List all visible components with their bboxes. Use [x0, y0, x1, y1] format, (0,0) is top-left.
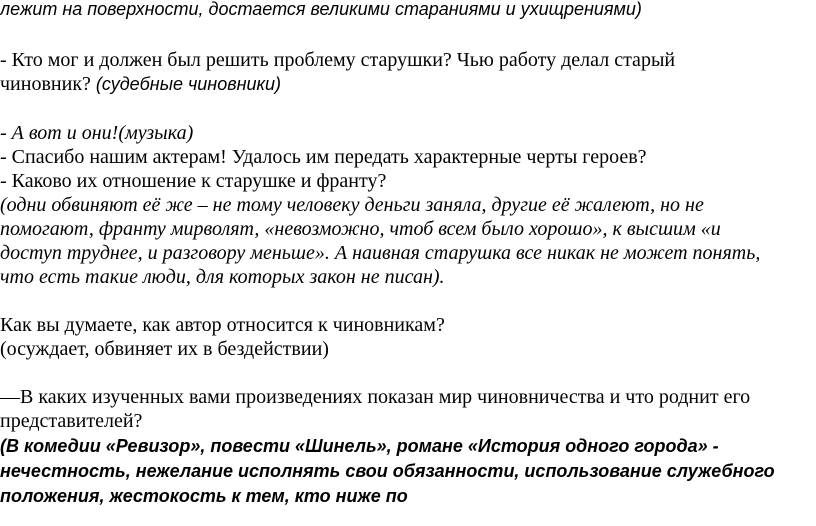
question-1-text: чиновник?	[0, 73, 96, 95]
question-1-line-1: - Кто мог и должен был решить проблему старушки? Чью работу делал старый	[0, 49, 676, 71]
thanks-line: - Спасибо нашим актерам! Удалось им передать характерные черты героев?	[0, 146, 647, 168]
question-3-line: Как вы думаете, как автор относится к чиновникам?	[0, 314, 445, 336]
question-1-line-2	[0, 72, 281, 98]
answer-4-line: нечестность, нежелание исполнять свои обязанности, использование служебного	[0, 461, 775, 481]
answer-2-line: помогают, франту мирволят, «невозможно, чтоб всем было хорошо», к высшим «и	[0, 218, 721, 240]
question-1-answer: (судебные чиновники)	[95, 74, 282, 94]
answer-2-line: (одни обвиняют её же – не тому человеку деньги заняла, другие её жалеют, но не	[0, 194, 704, 216]
question-4-line: —В каких изученных вами произведениях показан мир чиновничества и что роднит его	[0, 386, 751, 408]
intro-line: лежит на поверхности, достается великими стараниями и ухищрениями)	[0, 0, 642, 19]
answer-4-line: положения, жестокость к тем, кто ниже по	[0, 486, 408, 506]
question-4-line: представителей?	[0, 410, 143, 432]
answer-3-line: (осуждает, обвиняет их в бездействии)	[0, 338, 329, 360]
answer-4-line: (В комедии «Ревизор», повести «Шинель», романе «История одного города» -	[0, 436, 719, 456]
question-2-line: - Каково их отношение к старушке и франту?	[0, 170, 387, 192]
reply-line: - А вот и они!(музыка)	[0, 122, 194, 144]
answer-2-line: что есть такие люди, для которых закон не писан).	[0, 266, 445, 288]
answer-2-line: доступ труднее, и разговору меньше». А наивная старушка все никак не может понять,	[0, 242, 761, 264]
